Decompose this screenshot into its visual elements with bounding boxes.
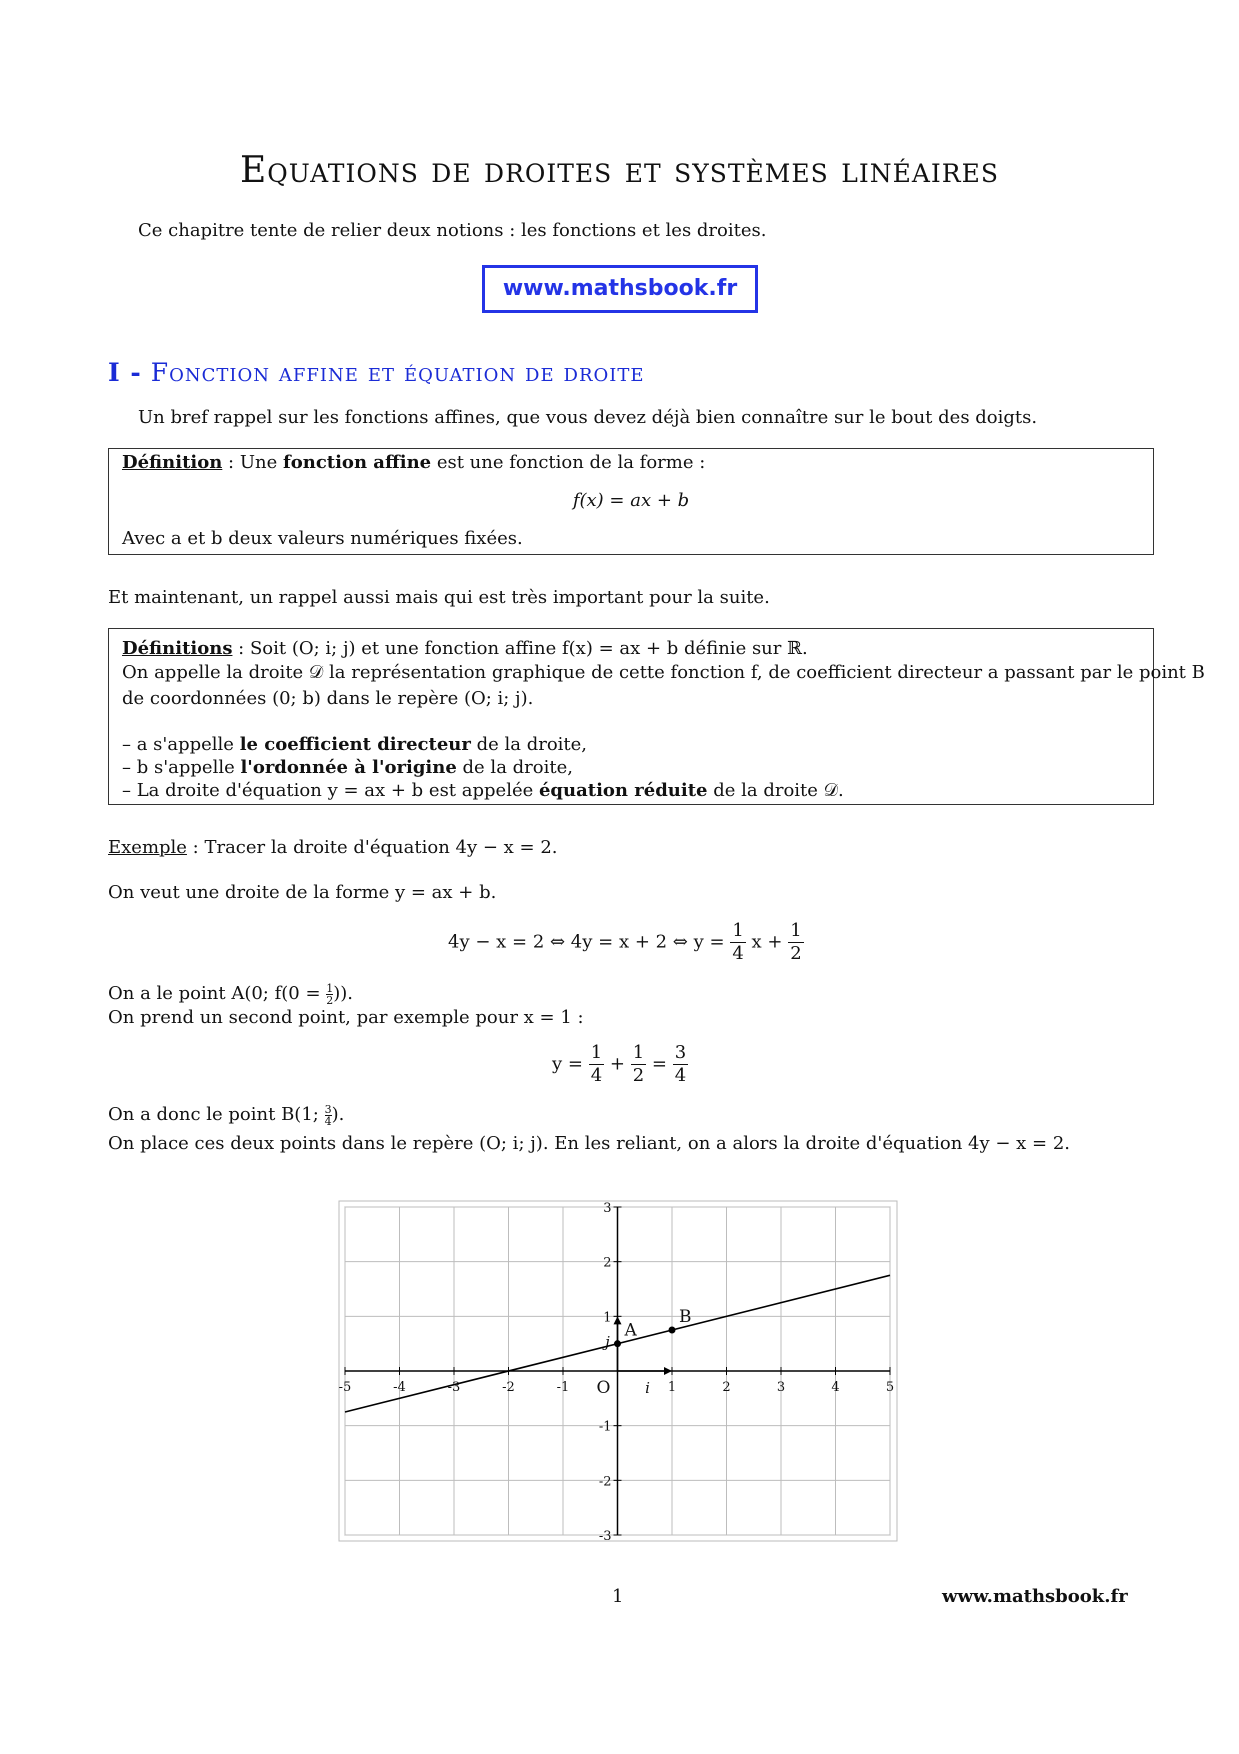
definitions-text-1: : Soit (O; i; j) et une fonction affine f(x) = ax + b définie sur ℝ. xyxy=(232,638,808,659)
x-tick-label: 2 xyxy=(722,1380,731,1395)
definitions-line-3: de coordonnées (0; b) dans le repère (O; i; j). xyxy=(122,688,534,709)
page-title: Equations de droites et systèmes linéaires xyxy=(240,150,999,191)
definition-box xyxy=(108,448,1154,555)
point-a xyxy=(614,1340,621,1347)
definition-text-end: est une fonction de la forme : xyxy=(431,452,706,473)
unit-vector-j-label: j xyxy=(605,1332,610,1351)
x-tick-label: 5 xyxy=(885,1380,895,1395)
section-title: Fonction affine et équation de droite xyxy=(150,358,645,387)
example-statement xyxy=(108,836,558,860)
example-line: On veut une droite de la forme y = ax + b. xyxy=(108,882,497,903)
definitions-line-2: On appelle la droite 𝒟 la représentation graphique de cette fonction f, de coefficient directeur a passant par le point B xyxy=(122,662,1205,683)
definition-formula: f(x) = ax + b xyxy=(572,490,690,511)
definitions-line-1 xyxy=(122,637,808,661)
y-tick-label: -1 xyxy=(598,1419,612,1435)
list-item: – a s'appelle le coefficient directeur de la droite, xyxy=(122,734,588,755)
y-tick-label: 3 xyxy=(603,1201,612,1216)
section-number: I - xyxy=(108,358,142,387)
section-intro: Un bref rappel sur les fonctions affines, que vous devez déjà bien connaître sur le bout des doigts. xyxy=(138,407,1038,428)
list-item: – La droite d'équation y = ax + b est appelée équation réduite de la droite 𝒟. xyxy=(122,780,844,801)
transition-text: Et maintenant, un rappel aussi mais qui est très important pour la suite. xyxy=(108,587,770,608)
section-heading xyxy=(108,358,645,387)
example-label: Exemple xyxy=(108,837,187,858)
point-label-b: B xyxy=(679,1307,692,1327)
point-label-a: A xyxy=(624,1320,637,1341)
y-tick-label: 1 xyxy=(603,1310,612,1326)
arrow-head-i xyxy=(664,1367,672,1375)
list-item: – b s'appelle l'ordonnée à l'origine de la droite, xyxy=(122,757,573,778)
y-tick-label: 2 xyxy=(603,1255,612,1271)
x-tick-label: -3 xyxy=(447,1380,461,1395)
fraction: $\frac{1}{2}$ xyxy=(790,920,802,964)
y-tick-label: -3 xyxy=(598,1529,612,1542)
definitions-box xyxy=(108,628,1205,805)
fraction: $\frac{1}{4}$ xyxy=(732,920,744,964)
x-tick-label: -5 xyxy=(338,1380,352,1395)
x-tick-label: 4 xyxy=(831,1380,840,1395)
y-tick-label: -2 xyxy=(598,1474,612,1490)
definition-term: fonction affine xyxy=(282,452,432,473)
y-calculation: y = $\frac{1}{4}$ + $\frac{1}{2}$ = $\frac{3}{4}$ xyxy=(552,1042,687,1086)
point-b xyxy=(669,1327,676,1334)
arrow-head-j xyxy=(614,1316,622,1324)
x-tick-label: 1 xyxy=(667,1380,677,1395)
point-b-line: On a donc le point B(1; $\frac{3}{4}$ ). xyxy=(108,1102,345,1128)
definition-footer: Avec a et b deux valeurs numériques fixées. xyxy=(122,528,523,549)
x-tick-label: -1 xyxy=(556,1380,570,1395)
origin-label: O xyxy=(596,1378,611,1398)
definition-line xyxy=(122,451,705,475)
point-a-line: On a le point A(0; f(0 = $\frac{1}{2}$ )). xyxy=(108,981,354,1007)
site-link[interactable]: www.mathsbook.fr xyxy=(482,265,758,313)
fraction: $\frac{1}{2}$ xyxy=(632,1042,645,1086)
equation-chain: 4y − x = 2 ⇔ 4y = x + 2 ⇔ y = $\frac{1}{4}$ x + $\frac{1}{2}$ xyxy=(448,920,802,964)
line-graph xyxy=(338,1200,898,1542)
x-tick-label: -2 xyxy=(502,1380,515,1395)
unit-vector-i-label: i xyxy=(645,1379,650,1397)
intro-text: Ce chapitre tente de relier deux notions : les fonctions et les droites. xyxy=(138,220,767,241)
definition-text: : Une xyxy=(222,452,283,473)
x-tick-label: -4 xyxy=(393,1380,406,1395)
x-tick-label: 3 xyxy=(776,1380,786,1395)
conclusion-line: On place ces deux points dans le repère (O; i; j). En les reliant, on a alors la droite d'équation 4y − x = 2. xyxy=(108,1133,1071,1154)
second-point-line: On prend un second point, par exemple pour x = 1 : xyxy=(108,1007,584,1028)
definitions-label: Définitions xyxy=(122,638,233,659)
page-number: 1 xyxy=(612,1586,624,1607)
fraction: $\frac{1}{4}$ xyxy=(590,1042,603,1086)
fraction: $\frac{3}{4}$ xyxy=(674,1042,687,1086)
example-text: : Tracer la droite d'équation 4y − x = 2. xyxy=(186,837,558,858)
footer-url: www.mathsbook.fr xyxy=(942,1586,1128,1607)
definition-label: Définition xyxy=(122,452,223,473)
